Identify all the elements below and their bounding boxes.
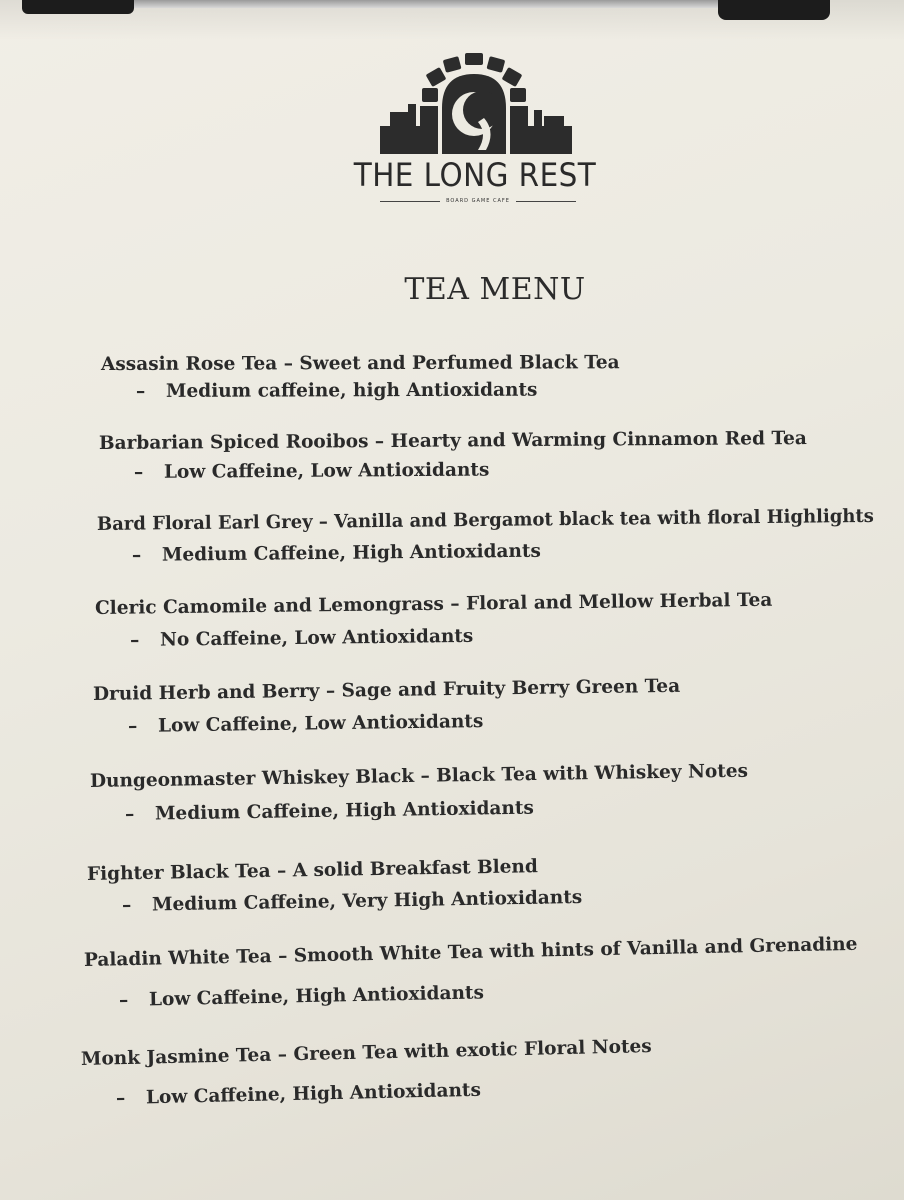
menu-item-details bbox=[128, 711, 484, 737]
tea-description: Floral and Mellow Herbal Tea bbox=[465, 589, 773, 615]
tea-description: Vanilla and Bergamot black tea with floral Highlights bbox=[334, 505, 874, 533]
menu-item-details bbox=[116, 1080, 481, 1109]
tea-caffeine-antioxidants: Low Caffeine, High Antioxidants bbox=[148, 982, 485, 1011]
tea-separator: – bbox=[368, 430, 391, 453]
tea-description: A solid Breakfast Blend bbox=[292, 856, 539, 882]
menu-item-details bbox=[119, 982, 484, 1011]
bullet-dash: – bbox=[129, 629, 140, 651]
menu-item-heading bbox=[87, 856, 538, 885]
menu-item-heading bbox=[95, 590, 773, 619]
menu-item-heading bbox=[93, 676, 680, 705]
tea-description: Smooth White Tea with hints of Vanilla and Grenadine bbox=[293, 933, 858, 967]
menu-item-details bbox=[136, 380, 538, 402]
tea-name: Paladin White Tea bbox=[83, 946, 272, 971]
menu-item-heading bbox=[99, 428, 807, 454]
tea-caffeine-antioxidants: Low Caffeine, High Antioxidants bbox=[145, 1079, 482, 1109]
tea-separator: – bbox=[271, 945, 295, 968]
menu-item-heading bbox=[97, 506, 874, 535]
brand-tagline: BOARD GAME CAFE bbox=[446, 198, 510, 204]
tea-caffeine-antioxidants: Medium Caffeine, High Antioxidants bbox=[161, 540, 542, 566]
tea-caffeine-antioxidants: Low Caffeine, Low Antioxidants bbox=[163, 459, 490, 483]
tea-caffeine-antioxidants: Medium Caffeine, High Antioxidants bbox=[154, 797, 535, 825]
tea-name: Druid Herb and Berry bbox=[92, 680, 320, 705]
menu-item-details bbox=[132, 541, 541, 566]
bullet-dash: – bbox=[127, 715, 138, 737]
tea-name: Monk Jasmine Tea bbox=[80, 1044, 272, 1070]
tea-separator: – bbox=[277, 353, 300, 375]
menu-title: TEA MENU bbox=[404, 272, 586, 307]
tea-name: Assasin Rose Tea bbox=[100, 353, 278, 375]
tea-separator: – bbox=[413, 765, 437, 787]
tea-separator: – bbox=[312, 511, 335, 533]
menu-item-details bbox=[130, 626, 474, 651]
bullet-dash: – bbox=[115, 1087, 126, 1109]
tea-separator: – bbox=[319, 680, 342, 702]
bullet-dash: – bbox=[131, 544, 142, 566]
tea-caffeine-antioxidants: Low Caffeine, Low Antioxidants bbox=[157, 711, 484, 737]
tea-description: Green Tea with exotic Floral Notes bbox=[293, 1036, 652, 1066]
menu-item-details bbox=[134, 460, 489, 483]
menu-item-details bbox=[125, 798, 534, 825]
tea-description: Sweet and Perfumed Black Tea bbox=[299, 352, 620, 375]
bullet-dash: – bbox=[121, 894, 132, 916]
tea-description: Black Tea with Whiskey Notes bbox=[436, 760, 749, 787]
tea-caffeine-antioxidants: No Caffeine, Low Antioxidants bbox=[159, 625, 474, 651]
menu-item-details bbox=[122, 887, 583, 916]
tea-name: Fighter Black Tea bbox=[86, 860, 271, 885]
tea-separator: – bbox=[270, 860, 293, 882]
tea-name: Dungeonmaster Whiskey Black bbox=[89, 765, 415, 792]
tea-name: Cleric Camomile and Lemongrass bbox=[94, 593, 445, 619]
tea-name: Barbarian Spiced Rooibos bbox=[98, 431, 369, 454]
tea-separator: – bbox=[443, 593, 467, 615]
brand-name: THE LONG REST bbox=[353, 156, 597, 194]
tea-separator: – bbox=[271, 1044, 294, 1066]
menu-item-heading bbox=[84, 934, 858, 971]
tea-caffeine-antioxidants: Medium Caffeine, Very High Antioxidants bbox=[151, 886, 583, 916]
tea-caffeine-antioxidants: Medium caffeine, high Antioxidants bbox=[165, 379, 538, 402]
bullet-dash: – bbox=[133, 461, 144, 483]
bullet-dash: – bbox=[118, 989, 129, 1011]
bullet-dash: – bbox=[124, 803, 135, 825]
tea-description: Sage and Fruity Berry Green Tea bbox=[341, 675, 681, 702]
bullet-dash: – bbox=[135, 380, 146, 402]
tea-description: Hearty and Warming Cinnamon Red Tea bbox=[390, 428, 807, 452]
menu-item-heading bbox=[81, 1036, 652, 1070]
menu-item-heading bbox=[101, 352, 620, 375]
menu-item-heading bbox=[90, 761, 748, 792]
tea-name: Bard Floral Earl Grey bbox=[96, 511, 313, 535]
